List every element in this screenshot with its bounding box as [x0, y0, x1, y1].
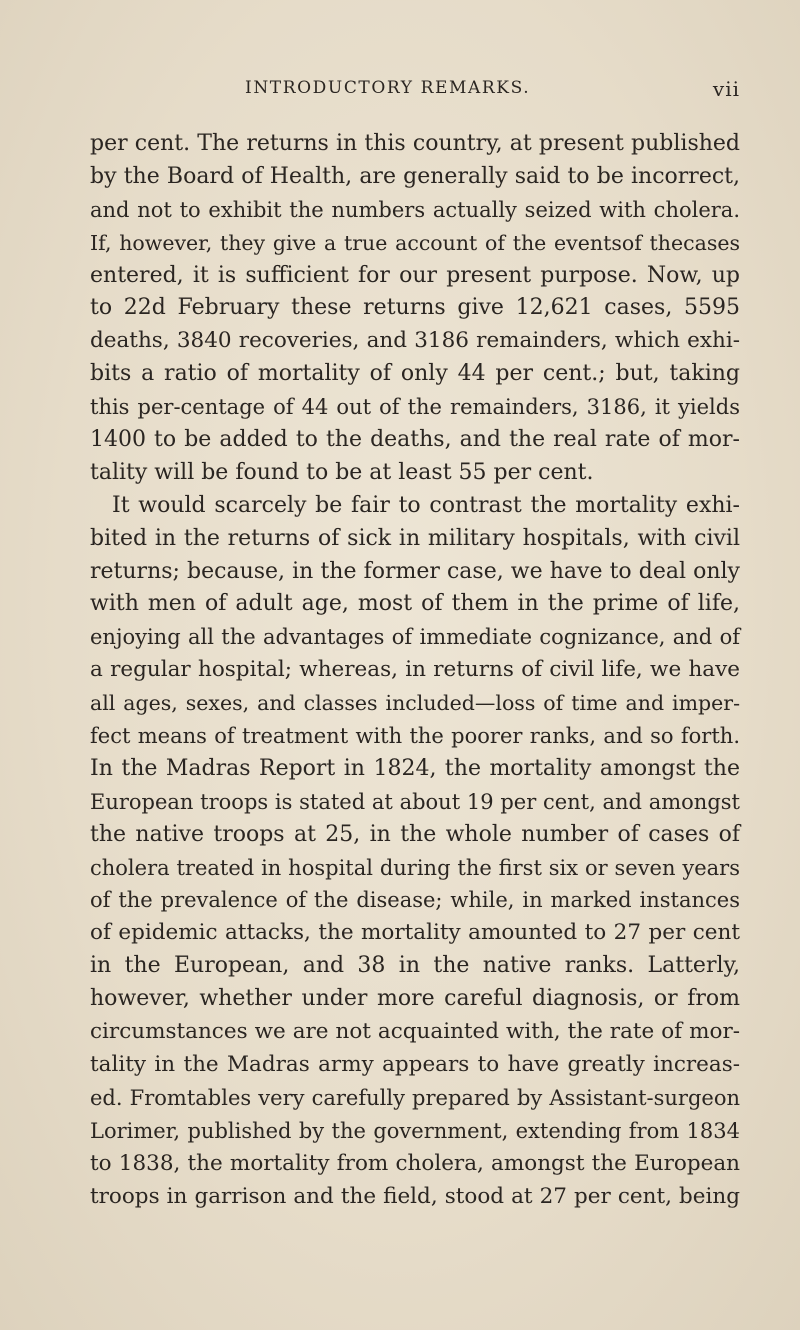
- text-line: per cent. The returns in this country, at present published: [90, 131, 740, 156]
- text-line: of the prevalence of the disease; while, in marked instances: [90, 888, 740, 913]
- paragraph-end-line: tality will be found to be at least 55 per cent.: [90, 459, 594, 485]
- text-line: In the Madras Report in 1824, the mortality amongst the: [90, 755, 740, 781]
- text-line: bits a ratio of mortality of only 44 per cent.; but, taking: [90, 361, 740, 387]
- text-line: all ages, sexes, and classes included—loss of time and imper-: [90, 691, 740, 716]
- body-text: [90, 128, 740, 1213]
- text-line: in the European, and 38 in the native ranks. Latterly,: [90, 953, 740, 979]
- text-line: troops in garrison and the field, stood at 27 per cent, being: [90, 1183, 740, 1209]
- text-line: Lorimer, published by the government, extending from 1834: [90, 1118, 740, 1143]
- text-line: of epidemic attacks, the mortality amounted to 27 per cent: [90, 920, 740, 946]
- text-line: If, however, they give a true account of the eventsof thecases: [90, 230, 740, 255]
- paragraph-start-line: It would scarcely be fair to contrast the mortality exhi-: [112, 492, 740, 518]
- text-line: however, whether under more careful diagnosis, or from: [90, 986, 740, 1012]
- text-line: with men of adult age, most of them in the prime of life,: [90, 591, 740, 617]
- text-line: fect means of treatment with the poorer ranks, and so forth.: [90, 724, 740, 749]
- text-line: this per-centage of 44 out of the remainders, 3186, it yields: [90, 395, 740, 420]
- text-line: circumstances we are not acquainted with, the rate of mor-: [90, 1019, 740, 1045]
- text-line: returns; because, in the former case, we have to deal only: [90, 558, 740, 584]
- text-line: deaths, 3840 recoveries, and 3186 remainders, which exhi-: [90, 328, 740, 354]
- text-line: entered, it is sufficient for our present purpose. Now, up: [90, 262, 740, 288]
- text-line: by the Board of Health, are generally said to be incorrect,: [90, 163, 740, 189]
- text-line: a regular hospital; whereas, in returns of civil life, we have: [90, 657, 740, 683]
- text-line: cholera treated in hospital during the first six or seven years: [90, 855, 740, 880]
- text-line: to 1838, the mortality from cholera, amongst the European: [90, 1150, 740, 1176]
- text-line: European troops is stated at about 19 per cent, and amongst: [90, 789, 740, 814]
- page-number: vii: [712, 77, 740, 101]
- text-line: tality in the Madras army appears to have greatly increas-: [90, 1051, 740, 1077]
- text-line: enjoying all the advantages of immediate cognizance, and of: [90, 625, 740, 650]
- text-line: and not to exhibit the numbers actually seized with cholera.: [90, 197, 740, 222]
- text-line: 1400 to be added to the deaths, and the real rate of mor-: [90, 427, 740, 453]
- running-head-title: INTRODUCTORY REMARKS.: [245, 78, 531, 98]
- text-line: the native troops at 25, in the whole number of cases of: [90, 821, 740, 847]
- running-head: [90, 78, 740, 110]
- text-line: ed. Fromtables very carefully prepared by Assistant-surgeon: [90, 1085, 740, 1110]
- text-line: to 22d February these returns give 12,621 cases, 5595: [90, 295, 740, 321]
- text-line: bited in the returns of sick in military hospitals, with civil: [90, 525, 740, 551]
